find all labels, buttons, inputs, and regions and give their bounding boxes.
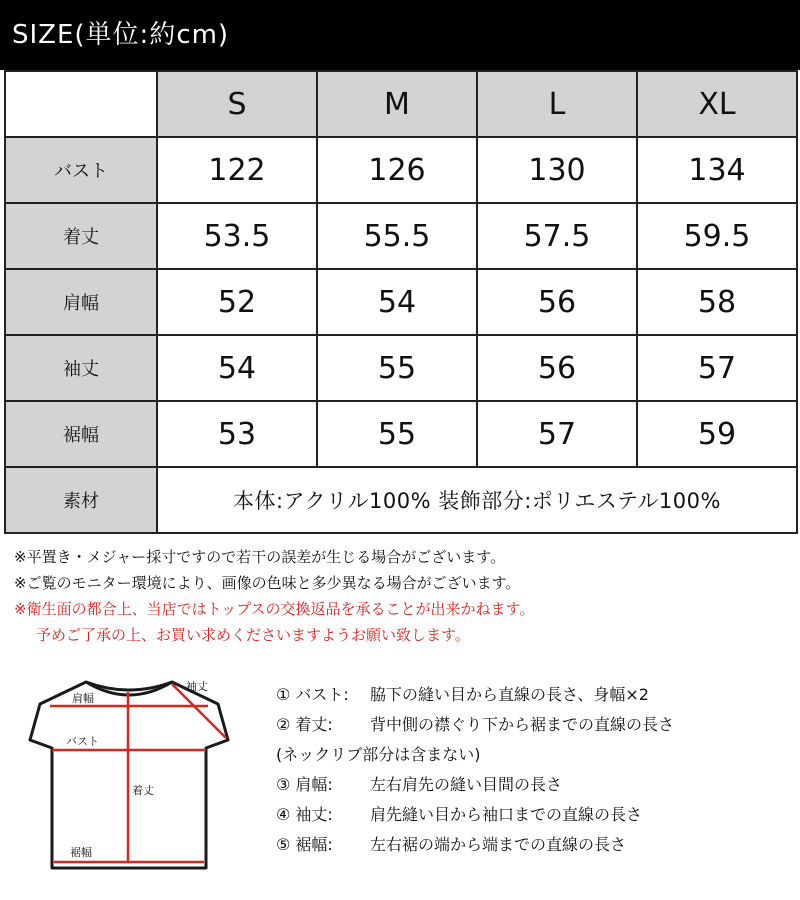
table-cell: 54: [317, 269, 477, 335]
diagram-label-sleeve: 袖丈: [186, 680, 208, 693]
table-cell: 57.5: [477, 203, 637, 269]
table-cell: 126: [317, 137, 477, 203]
table-cell: 54: [157, 335, 317, 401]
row-label: 袖丈: [5, 335, 157, 401]
definition-term: ② 着丈:: [276, 715, 333, 734]
table-corner-cell: [5, 71, 157, 137]
tshirt-diagram: [14, 668, 254, 878]
table-cell: 56: [477, 269, 637, 335]
diagram-label-bust: バスト: [66, 735, 99, 748]
row-label: 肩幅: [5, 269, 157, 335]
definition-desc: 背中側の襟ぐり下から裾までの直線の長さ: [370, 715, 675, 734]
size-title: SIZE(単位:約cm): [12, 20, 230, 50]
measurement-definitions: [276, 680, 786, 860]
note-acknowledge: 予めご了承の上、お買い求めくださいますようお願い致します。: [36, 626, 470, 644]
table-cell: 134: [637, 137, 797, 203]
definition-bust: [276, 680, 786, 710]
table-cell: 55: [317, 335, 477, 401]
size-header-l: L: [477, 71, 637, 137]
table-row-material: [5, 467, 797, 533]
table-cell: 57: [477, 401, 637, 467]
table-cell: 53.5: [157, 203, 317, 269]
row-label: 素材: [5, 467, 157, 533]
definition-term: ⑤ 裾幅:: [276, 835, 333, 854]
definition-term: ① バスト:: [276, 685, 349, 704]
size-header-m: M: [317, 71, 477, 137]
definition-desc: 肩先縫い目から袖口までの直線の長さ: [370, 805, 643, 824]
row-label: 着丈: [5, 203, 157, 269]
definition-desc: 脇下の縫い目から直線の長さ、身幅×2: [370, 685, 649, 704]
table-cell: 52: [157, 269, 317, 335]
note-monitor: ※ご覧のモニター環境により、画像の色味と多少異なる場合がございます。: [14, 574, 521, 592]
table-cell: 130: [477, 137, 637, 203]
diagram-label-hem: 裾幅: [70, 846, 92, 859]
table-row-length: [5, 203, 797, 269]
table-cell: 59.5: [637, 203, 797, 269]
note-measurement: ※平置き・メジャー採寸ですので若干の誤差が生じる場合がございます。: [14, 548, 506, 566]
table-row-shoulder: [5, 269, 797, 335]
table-cell: 56: [477, 335, 637, 401]
diagram-label-length: 着丈: [132, 784, 154, 797]
definition-sleeve: [276, 800, 786, 830]
definition-length: [276, 710, 786, 740]
table-cell: 122: [157, 137, 317, 203]
row-label: 裾幅: [5, 401, 157, 467]
table-cell: 57: [637, 335, 797, 401]
table-cell: 58: [637, 269, 797, 335]
table-cell: 53: [157, 401, 317, 467]
definition-length-note: [276, 740, 786, 770]
size-header-s: S: [157, 71, 317, 137]
table-cell: 55.5: [317, 203, 477, 269]
definition-shoulder: [276, 770, 786, 800]
size-table: [4, 70, 798, 534]
table-row-sleeve: [5, 335, 797, 401]
definition-desc: 左右裾の端から端までの直線の長さ: [370, 835, 627, 854]
table-cell: 55: [317, 401, 477, 467]
row-label: バスト: [5, 137, 157, 203]
notes-block: [14, 544, 794, 648]
table-row-bust: [5, 137, 797, 203]
definition-desc: 左右肩先の縫い目間の長さ: [370, 775, 563, 794]
note-no-returns: ※衛生面の都合上、当店ではトップスの交換返品を承ることが出来かねます。: [14, 600, 535, 618]
table-cell: 59: [637, 401, 797, 467]
definition-term: ④ 袖丈:: [276, 805, 333, 824]
size-header-row: [5, 71, 797, 137]
diagram-label-shoulder: 肩幅: [72, 692, 94, 705]
definition-hem: [276, 830, 786, 860]
size-title-bar: [0, 0, 800, 70]
size-header-xl: XL: [637, 71, 797, 137]
material-value: 本体:アクリル100% 装飾部分:ポリエステル100%: [157, 467, 797, 533]
definition-term: ③ 肩幅:: [276, 775, 333, 794]
definition-desc: (ネックリブ部分は含まない): [276, 745, 481, 764]
table-row-hem: [5, 401, 797, 467]
